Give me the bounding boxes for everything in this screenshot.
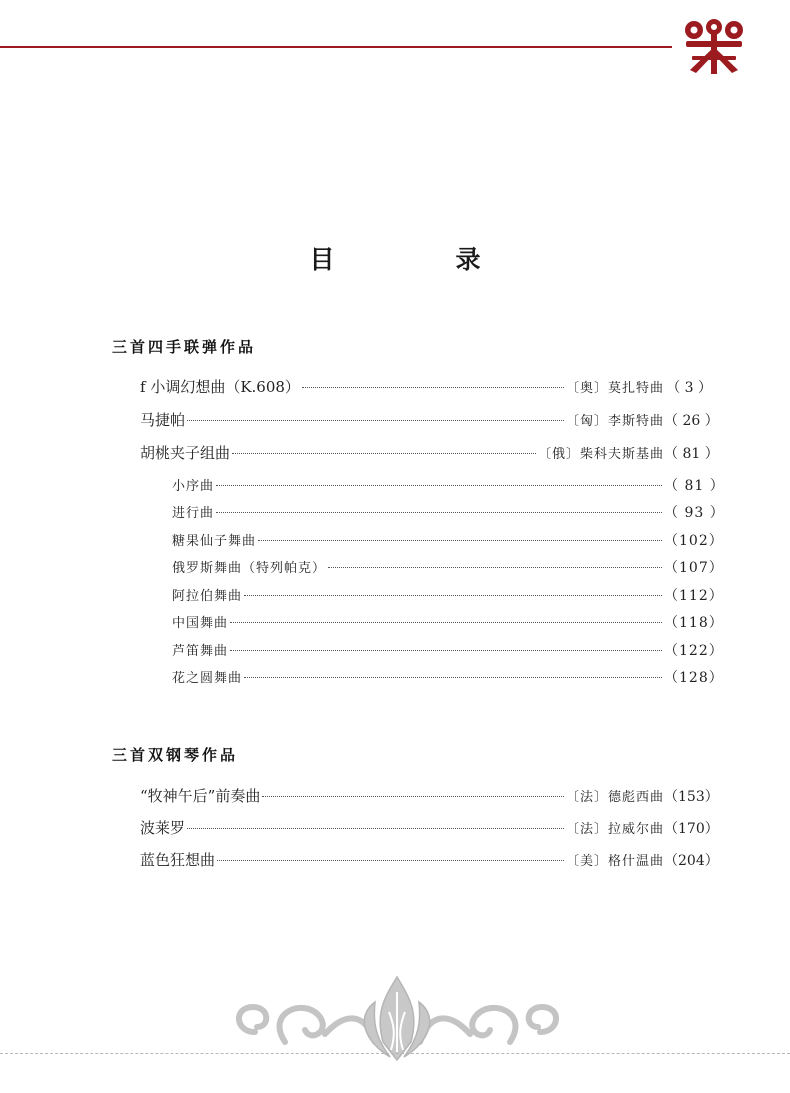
toc-sub-entry[interactable]	[172, 557, 724, 579]
sub-entry-title: 小序曲	[172, 479, 215, 494]
entry-composer: 〔俄〕柴科夫斯基曲	[537, 447, 664, 462]
sub-entry-title: 糖果仙子舞曲	[172, 534, 257, 549]
sub-entry-title: 阿拉伯舞曲	[172, 589, 243, 604]
header-rule	[0, 46, 672, 48]
entry-page: （ 81 ）	[664, 446, 719, 462]
sub-entry-title: 芦笛舞曲	[172, 644, 229, 659]
entry-composer: 〔奥〕莫扎特曲	[565, 381, 664, 396]
sub-entry-title: 俄罗斯舞曲（特列帕克）	[172, 561, 327, 576]
toc-entry[interactable]	[140, 409, 719, 431]
leader-dots	[244, 595, 662, 596]
footer-dashed-rule	[0, 1053, 790, 1054]
entry-title: 胡桃夹子组曲	[140, 444, 231, 462]
entry-page: （102）	[664, 533, 724, 549]
sub-entry-title: 中国舞曲	[172, 616, 229, 631]
toc-sub-entry[interactable]	[172, 530, 724, 552]
leader-dots	[302, 387, 564, 388]
toc-sub-entry[interactable]	[172, 475, 725, 497]
leader-dots	[244, 677, 662, 678]
leader-dots	[187, 420, 564, 421]
sub-entry-title: 进行曲	[172, 506, 215, 521]
entry-page: （204）	[664, 853, 719, 869]
toc-sub-entry[interactable]	[172, 502, 725, 524]
publisher-logo-icon	[682, 18, 746, 74]
entry-composer: 〔法〕拉威尔曲	[565, 822, 664, 837]
leader-dots	[216, 485, 662, 486]
entry-page: （107）	[664, 560, 724, 576]
leader-dots	[328, 567, 662, 568]
toc-entry[interactable]	[140, 442, 719, 464]
entry-composer: 〔法〕德彪西曲	[565, 790, 664, 805]
entry-page: （112）	[664, 588, 724, 604]
entry-page: （153）	[664, 789, 719, 805]
leader-dots	[262, 796, 564, 797]
toc-entry[interactable]	[140, 376, 712, 398]
leader-dots	[258, 540, 662, 541]
sub-entry-title: 花之圆舞曲	[172, 671, 243, 686]
leader-dots	[187, 828, 564, 829]
entry-title: f 小调幻想曲（K.608）	[140, 378, 300, 396]
entry-page: （128）	[664, 670, 724, 686]
section-heading: 三首双钢琴作品	[112, 746, 239, 764]
entry-page: （170）	[664, 821, 719, 837]
entry-title: 波莱罗	[140, 819, 186, 837]
section-heading: 三首四手联弹作品	[112, 338, 257, 356]
entry-title: 蓝色狂想曲	[140, 851, 216, 869]
leader-dots	[217, 860, 564, 861]
entry-page: （118）	[664, 615, 724, 631]
leader-dots	[216, 512, 662, 513]
toc-sub-entry[interactable]	[172, 585, 724, 607]
leader-dots	[230, 622, 662, 623]
toc-sub-entry[interactable]	[172, 612, 724, 634]
entry-composer: 〔美〕格什温曲	[565, 854, 664, 869]
toc-entry[interactable]	[140, 817, 719, 839]
toc-entry[interactable]	[140, 849, 719, 871]
entry-page: （ 81 ）	[664, 478, 725, 494]
toc-sub-entry[interactable]	[172, 640, 724, 662]
toc-entry[interactable]	[140, 785, 719, 807]
entry-title: 马捷帕	[140, 411, 186, 429]
entry-page: （ 26 ）	[664, 413, 719, 429]
entry-page: （122）	[664, 643, 724, 659]
entry-page: （ 93 ）	[664, 505, 725, 521]
page-title: 目 录	[309, 245, 529, 274]
entry-title: “牧神午后”前奏曲	[140, 787, 261, 805]
entry-page: （ 3 ）	[666, 380, 712, 396]
leader-dots	[232, 453, 536, 454]
leader-dots	[230, 650, 662, 651]
toc-sub-entry[interactable]	[172, 667, 724, 689]
entry-composer: 〔匈〕李斯特曲	[565, 414, 664, 429]
